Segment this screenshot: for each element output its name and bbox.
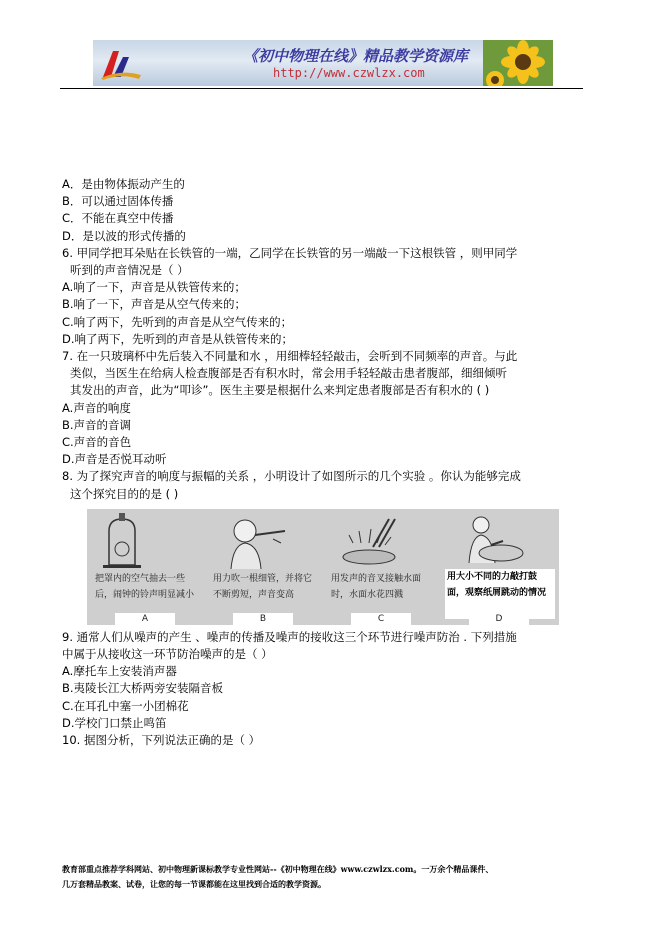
text-line: C.响了两下，先听到的声音是从空气传来的； xyxy=(62,314,293,329)
text-line: B.夷陵长江大桥两旁安装隔音板 xyxy=(62,681,224,696)
text-line: B.声音的音调 xyxy=(62,417,132,432)
text-line: D.声音是否悦耳动听 xyxy=(62,452,167,467)
experiment-figure xyxy=(87,509,559,625)
text-line: 9. 通常人们从噪声的产生 、噪声的传播及噪声的接收这三个环节进行噪声防治 . 下列措施 xyxy=(62,629,517,644)
text-line: 中属于从接收这一环节防治噪声的是（ ） xyxy=(62,647,273,662)
figure-caption-c: 用发声的音叉接触水面时，水面水花四溅 xyxy=(331,573,422,600)
text-line: C.在耳孔中塞一小团棉花 xyxy=(62,698,189,713)
figure-label-d: D xyxy=(469,613,529,625)
header-banner xyxy=(93,40,553,86)
text-line: D．是以波的形式传播的 xyxy=(62,228,186,243)
person-blowing-tube-drawing xyxy=(215,513,295,569)
figure-caption-d: 用大小不同的力敲打鼓面，观察纸屑跳动的情况 xyxy=(445,569,555,619)
figure-panel-b xyxy=(205,509,323,625)
text-line: C．不能在真空中传播 xyxy=(62,211,174,226)
text-line: A.摩托车上安装消声器 xyxy=(62,664,177,679)
text-line: D.响了两下，先听到的声音是从铁管传来的； xyxy=(62,331,294,346)
text-line: D.学校门口禁止鸣笛 xyxy=(62,715,167,730)
text-line: B.响了一下，声音是从空气传来的； xyxy=(62,297,247,312)
banner-url[interactable]: http://www.czwlzx.com xyxy=(273,66,425,80)
logo-icon xyxy=(99,45,143,81)
figure-label-b: B xyxy=(233,613,293,625)
text-line: B．可以通过固体传播 xyxy=(62,194,174,209)
text-line: 10. 据图分析，下列说法正确的是（ ） xyxy=(62,733,261,748)
figure-caption-a: 把罩内的空气抽去一些后，闹钟的铃声明显减小 xyxy=(95,573,195,600)
text-line: 类似，当医生在给病人检查腹部是否有积水时，常会用手轻轻敲击患者腹部，细细倾听 xyxy=(70,366,507,381)
figure-label-a: A xyxy=(115,613,175,625)
person-drum-drawing xyxy=(451,513,531,569)
text-line: 其发出的声音，此为“叩诊”。医生主要是根据什么来判定患者腹部是否有积水的 ( ) xyxy=(70,383,490,398)
text-line: 这个探究目的的是 ( ) xyxy=(70,486,179,501)
text-line: A.声音的响度 xyxy=(62,400,131,415)
text-line: 6. 甲同学把耳朵贴在长铁管的一端，乙同学在长铁管的另一端敲一下这根铁管 ，则甲同学 xyxy=(62,245,518,260)
banner-title: 《初中物理在线》精品教学资源库 xyxy=(243,47,469,65)
text-line: 7. 在一只玻璃杯中先后装入不同量和水 ，用细棒轻轻敲击，会听到不同频率的声音。与此 xyxy=(62,349,518,364)
header-rule xyxy=(60,88,583,89)
sunflower-image xyxy=(483,40,553,86)
footer-line-2: 几万套精品教案、试卷，让您的每一节课都能在这里找到合适的教学资源。 xyxy=(62,879,326,889)
figure-panel-d xyxy=(441,509,559,625)
page-footer xyxy=(62,862,602,892)
tuning-fork-water-drawing xyxy=(333,513,413,569)
text-line: 听到的声音情况是（ ） xyxy=(70,263,189,278)
document-body xyxy=(62,176,588,749)
text-line: C.声音的音色 xyxy=(62,435,132,450)
bell-jar-drawing xyxy=(97,513,147,569)
figure-caption-b: 用力吹一根细管，并将它不断剪短，声音变高 xyxy=(213,573,313,600)
footer-line-1: 教育部重点推荐学科网站、初中物理新课标教学专业性网站--《初中物理在线》www.czwlzx.com。一万余个精品课件、 xyxy=(62,864,494,874)
figure-panel-c xyxy=(323,509,441,625)
text-line: A.响了一下，声音是从铁管传来的； xyxy=(62,280,246,295)
text-line: 8. 为了探究声音的响度与振幅的关系 ，小明设计了如图所示的几个实验 。你认为能够完成 xyxy=(62,469,521,484)
figure-label-c: C xyxy=(351,613,411,625)
figure-panel-a xyxy=(87,509,205,625)
text-line: A．是由物体振动产生的 xyxy=(62,177,185,191)
